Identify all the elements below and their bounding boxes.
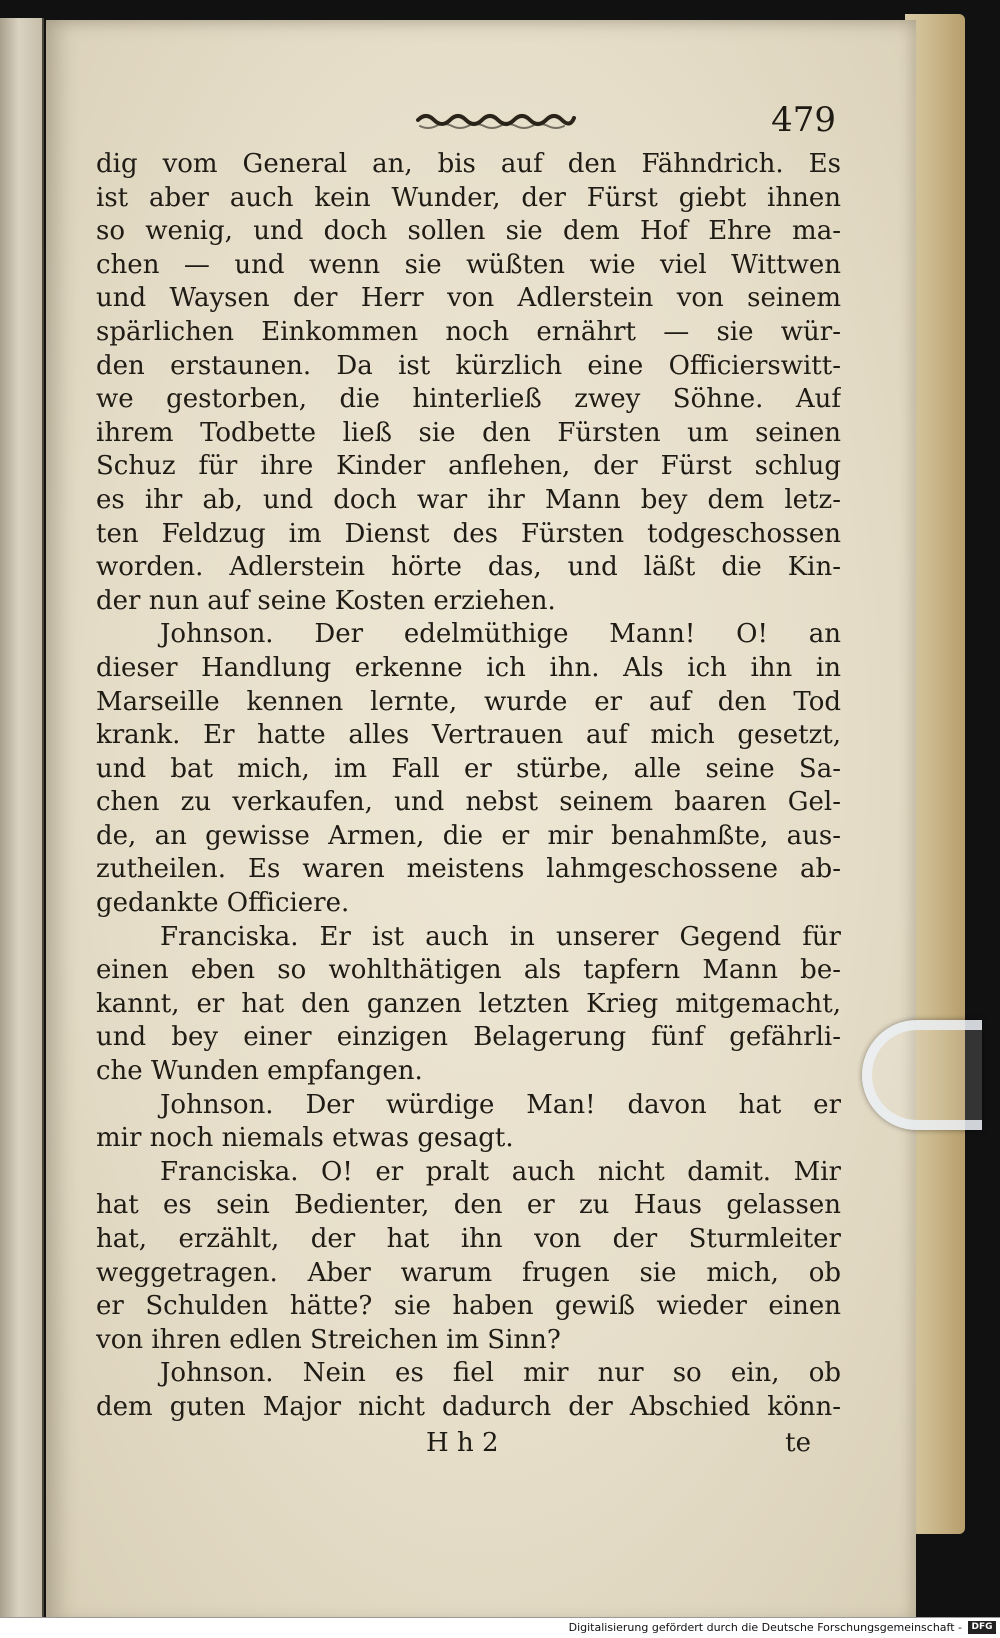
text-line: kannt, er hat den ganzen letzten Krieg mitgemacht, bbox=[96, 988, 841, 1019]
dfg-logo-icon: DFG bbox=[968, 1621, 996, 1634]
text-line: hat es sein Bedienter, den er zu Haus gelassen bbox=[96, 1190, 841, 1221]
text-line: che Wunden empfangen. bbox=[96, 1056, 423, 1087]
text-line: chen — und wenn sie wüßten wie viel Wittwen bbox=[96, 249, 841, 280]
left-page-edge bbox=[0, 18, 44, 1623]
text-line: es ihr ab, und doch war ihr Mann bey dem letz- bbox=[96, 484, 841, 515]
text-line: krank. Er hatte alles Vertrauen auf mich gesetzt, bbox=[96, 720, 841, 751]
text-line: dem guten Major nicht dadurch der Abschied könn- bbox=[96, 1391, 841, 1422]
book-page bbox=[46, 20, 916, 1625]
text-line: ten Feldzug im Dienst des Fürsten todgeschossen bbox=[96, 518, 841, 549]
text-line: Johnson. Der edelmüthige Mann! O! an bbox=[160, 619, 841, 650]
text-line: von ihren edlen Streichen im Sinn? bbox=[96, 1324, 561, 1355]
text-line: ist aber auch kein Wunder, der Fürst giebt ihnen bbox=[96, 182, 841, 213]
page-number: 479 bbox=[771, 100, 836, 140]
text-line: der nun auf seine Kosten erziehen. bbox=[96, 585, 556, 616]
text-line: und bey einer einzigen Belagerung fünf gefährli- bbox=[96, 1022, 841, 1053]
text-line: Johnson. Der würdige Man! davon hat er bbox=[160, 1089, 841, 1120]
page-header bbox=[376, 90, 846, 150]
text-line: ihrem Todbette ließ sie den Fürsten um seinen bbox=[96, 417, 841, 448]
text-line: gedankte Officiere. bbox=[96, 888, 350, 919]
wavy-ornament-icon bbox=[416, 108, 576, 138]
text-line: er Schulden hätte? sie haben gewiß wieder einen bbox=[96, 1291, 841, 1322]
text-line: einen eben so wohlthätigen als tapfern Mann be- bbox=[96, 955, 841, 986]
text-line: Marseille kennen lernte, wurde er auf den Tod bbox=[96, 686, 841, 717]
text-line: weggetragen. Aber warum frugen sie mich, ob bbox=[96, 1257, 841, 1288]
credit-text: Digitalisierung gefördert durch die Deutsche Forschungsgemeinschaft - bbox=[568, 1621, 962, 1634]
text-line: de, an gewisse Armen, die er mir benahmßte, aus- bbox=[96, 820, 841, 851]
text-line: spärlichen Einkommen noch ernährt — sie wür- bbox=[96, 316, 841, 347]
text-line: mir noch niemals etwas gesagt. bbox=[96, 1123, 514, 1154]
text-line: Franciska. Er ist auch in unserer Gegend für bbox=[160, 921, 841, 952]
text-line: zutheilen. Es waren meistens lahmgeschossene ab- bbox=[96, 854, 841, 885]
text-line: chen zu verkaufen, und nebst seinem baaren Gel- bbox=[96, 787, 841, 818]
text-line: und bat mich, im Fall er stürbe, alle seine Sa- bbox=[96, 753, 841, 784]
page-clip bbox=[862, 1020, 982, 1130]
text-line: worden. Adlerstein hörte das, und läßt die Kin- bbox=[96, 552, 841, 583]
text-line: Johnson. Nein es fiel mir nur so ein, ob bbox=[160, 1358, 841, 1389]
text-line: we gestorben, die hinterließ zwey Söhne. Auf bbox=[96, 384, 841, 415]
text-line: hat, erzählt, der hat ihn von der Sturmleiter bbox=[96, 1224, 841, 1254]
signature-mark: H h 2 bbox=[426, 1428, 499, 1458]
text-line: den erstaunen. Da ist kürzlich eine Officierswitt- bbox=[96, 350, 841, 381]
text-line: dig vom General an, bis auf den Fähndrich. Es bbox=[96, 149, 841, 179]
credit-bar bbox=[0, 1617, 1000, 1638]
body-text bbox=[96, 148, 841, 1425]
text-line: dieser Handlung erkenne ich ihn. Als ich ihn in bbox=[96, 652, 841, 683]
text-line: Schuz für ihre Kinder anflehen, der Fürst schlug bbox=[96, 451, 841, 482]
text-line: und Waysen der Herr von Adlerstein von seinem bbox=[96, 283, 841, 314]
text-line: so wenig, und doch sollen sie dem Hof Ehre ma- bbox=[96, 216, 841, 247]
catchword: te bbox=[785, 1428, 811, 1458]
page-footer bbox=[96, 1428, 841, 1468]
text-line: Franciska. O! er pralt auch nicht damit. Mir bbox=[160, 1156, 841, 1187]
